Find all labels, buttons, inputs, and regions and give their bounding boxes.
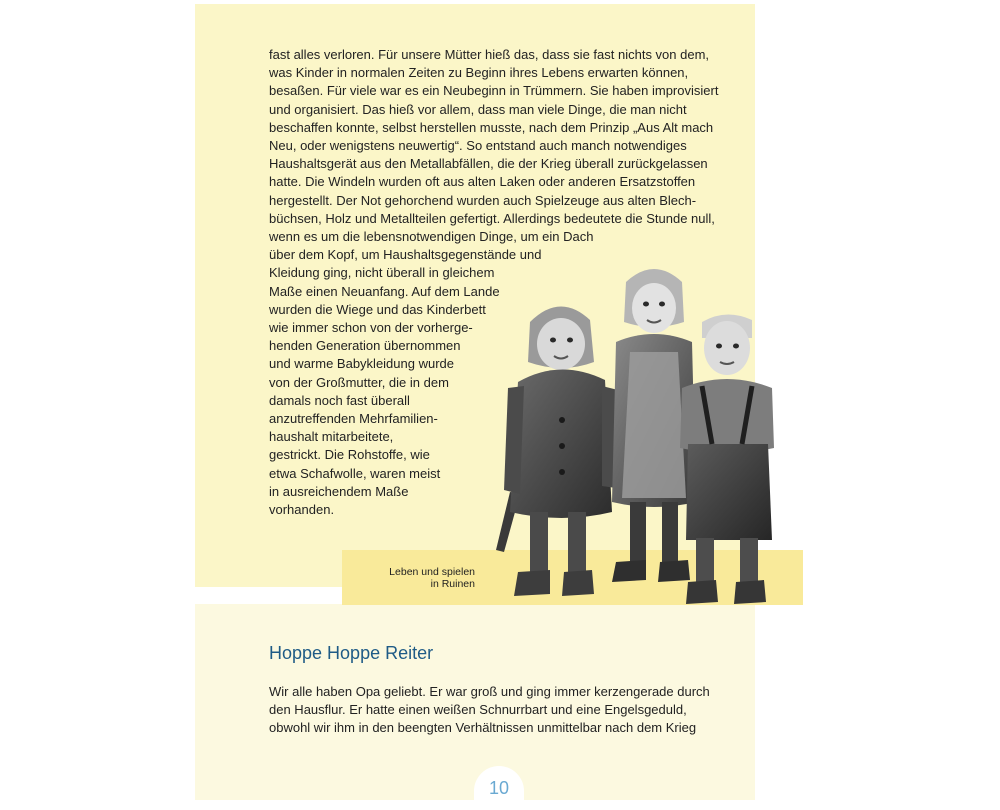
text-line: anzutreffenden Mehrfamilien- [269,411,438,427]
text-line: henden Generation übernommen [269,338,461,354]
text-line: beschaffen konnte, selbst herstellen musste, nach dem Prinzip „Aus Alt mach [269,119,714,135]
text-line: vorhanden. [269,502,335,518]
text-line: etwa Schafwolle, waren meist [269,465,441,481]
text-line: hergestellt. Der Not gehorchend wurden auch Spielzeuge aus alten Blech- [269,192,697,208]
text-line: was Kinder in normalen Zeiten zu Beginn ihres Lebens erwarten können, [269,65,689,81]
text-line: Maße einen Neuanfang. Auf dem Lande [269,283,500,299]
text-line: wie immer schon von der vorherge- [269,320,473,336]
text-line: fast alles verloren. Für unsere Mütter hieß das, dass sie fast nichts von dem, [269,47,710,62]
section-paragraph [269,683,710,738]
text-line: Neu, oder wenigstens neuwertig“. So entstand auch manch notwendiges [269,138,687,154]
text-line: büchsen, Holz und Metallteilen gefertigt. Allerdings bedeutete die Stunde null, [269,210,715,226]
text-line: den Hausflur. Er hatte einen weißen Schnurrbart und eine Engelsgeduld, [269,702,687,718]
child-left-figure [504,306,618,596]
text-line: und warme Babykleidung wurde [269,356,454,372]
page-number: 10 [474,766,524,800]
children-photo [490,262,780,607]
text-line: besaßen. Für viele war es ein Neubeginn in Trümmern. Sie haben improvisiert [269,83,719,99]
text-line: gestrickt. Die Rohstoffe, wie [269,447,430,463]
text-line: wenn es um die lebensnotwendigen Dinge, um ein Dach [269,229,594,245]
caption-line: in Ruinen [430,578,475,590]
text-line: wurden die Wiege und das Kinderbett [269,301,486,317]
text-line: von der Großmutter, die in dem [269,374,449,390]
text-line: damals noch fast überall [269,392,410,408]
caption-line: Leben und spielen [389,566,475,578]
text-line: über dem Kopf, um Haushaltsgegenstände und [269,247,542,263]
text-line: Haushaltsgerät aus den Metallabfällen, die der Krieg überall zurückgelassen [269,156,708,172]
child-right-figure [680,314,774,604]
text-line: in ausreichendem Maße [269,483,409,499]
text-line: Kleidung ging, nicht überall in gleichem [269,265,495,281]
text-line: haushalt mitarbeitete, [269,429,394,445]
photo-caption [350,566,475,590]
section-heading: Hoppe Hoppe Reiter [269,643,434,663]
text-line: und organisiert. Das hieß vor allem, dass man viele Dinge, die man nicht [269,101,687,117]
text-line: obwohl wir ihm in den beengten Verhältnissen unmittelbar nach dem Krieg [269,720,697,736]
text-line: Wir alle haben Opa geliebt. Er war groß und ging immer kerzengerade durch [269,684,710,699]
text-line: hatte. Die Windeln wurden oft aus alten Laken oder anderen Ersatzstoffen [269,174,696,190]
